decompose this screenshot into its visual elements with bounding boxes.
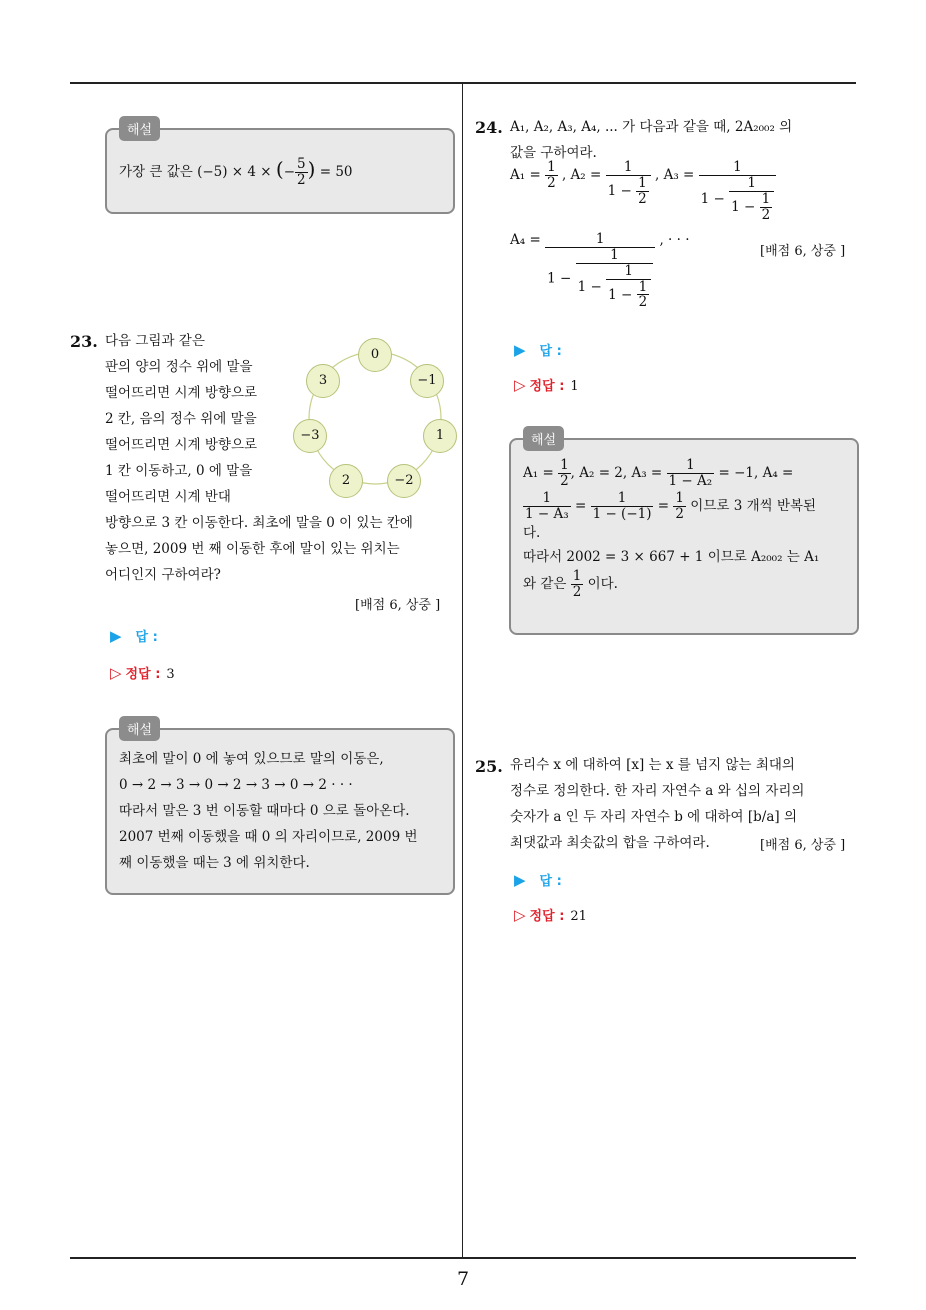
board-node-2: 2 [329,464,363,498]
points-24: [배점 6, 상중 ] [760,244,846,259]
board-node-3: 3 [306,364,340,398]
solution-box-24 [509,433,859,635]
bottom-rule [70,1257,856,1259]
play-icon: ▶ [110,627,122,645]
board-node-0: 0 [358,338,392,372]
triangle-outline-icon: ▷ [514,376,526,394]
question-text-24: A₁, A₂, A₃, A₄, ... 가 다음과 같을 때, 2A₂₀₀₂ 의 값을 구하여라. [510,119,793,161]
solution-box-22 [105,123,455,214]
answer-line-23: ▶ 답 : [110,627,158,645]
triangle-outline-icon: ▷ [110,664,122,682]
column-divider [462,84,463,1257]
board-node-minus1: −1 [410,364,444,398]
correct-answer-25: ▷ 정답 : 21 [514,906,587,924]
points-23: [배점 6, 상중 ] [355,598,441,613]
answer-line-24: ▶ 답 : [514,341,562,359]
solution-tag: 해설 [523,426,564,451]
solution-text-24: A₁ = $\frac{1}{2}$ , A₂ = 2, A₃ = $\frac{1}{\text{1 − A₂}}$ = −1, A₄ = $\frac{1}{\text{1 − A₃}}$ = $\frac{1}{1 - (-1)}$ = $\frac{1}{2}$ 이므로 3 개씩 반복된 다. 따라서 2002 = 3 × 667 + 1 이므로 A₂₀₀₂ 는 A₁ 와 같은 $\frac{1}{2}$ 이다. [523,457,820,601]
solution-text-22: 가장 큰 값은 (−5) × 4 × (− $\frac{5}{2}$ ) = 50 [119,156,353,188]
board-diagram [290,335,460,495]
question-text-25: 유리수 x 에 대하여 [x] 는 x 를 넘지 않는 최대의 정수로 정의한다. 한 자리 자연수 a 와 십의 자리의 숫자가 a 인 두 자리 자연수 b 에 대하여 [b/a] 의 최댓값과 최솟값의 합을 구하여라. [510,757,805,851]
board-node-minus3: −3 [293,419,327,453]
board-node-minus2: −2 [387,464,421,498]
question-text-23-cont: 방향으로 3 칸 이동한다. 최초에 말을 0 이 있는 칸에 놓으면, 2009 번 째 이동한 후에 말이 있는 위치는 어디인지 구하여라? [105,515,413,583]
play-icon: ▶ [514,341,526,359]
top-rule [70,82,856,84]
correct-answer-23: ▷ 정답 : 3 [110,664,175,682]
solution-box-23 [105,723,455,895]
question-number-23: 23. [70,332,98,351]
solution-tag: 해설 [119,716,160,741]
question-text-23: 다음 그림과 같은 판의 양의 정수 위에 말을 떨어뜨리면 시계 방향으로 2 칸, 음의 정수 위에 말을 떨어뜨리면 시계 방향으로 1 칸 이동하고, 0 에 말을 떨어뜨리면 시계 반대 [105,333,258,505]
solution-tag: 해설 [119,116,160,141]
answer-line-25: ▶ 답 : [514,871,562,889]
question-number-24: 24. [475,118,503,137]
page-number: 7 [456,1268,470,1290]
board-node-1: 1 [423,419,457,453]
solution-text-23: 최초에 말이 0 에 놓여 있으므로 말의 이동은, 0 → 2 → 3 → 0 → 2 → 3 → 0 → 2 · · · 따라서 말은 3 번 이동할 때마다 0 으로 돌아온다. 2007 번째 이동했을 때 0 의 자리이므로, 2009 번 째 이동했을 때는 3 에 위치한다. [119,751,418,871]
points-25: [배점 6, 상중 ] [760,838,846,853]
question-number-25: 25. [475,757,503,776]
play-icon: ▶ [514,871,526,889]
triangle-outline-icon: ▷ [514,906,526,924]
correct-answer-24: ▷ 정답 : 1 [514,376,579,394]
